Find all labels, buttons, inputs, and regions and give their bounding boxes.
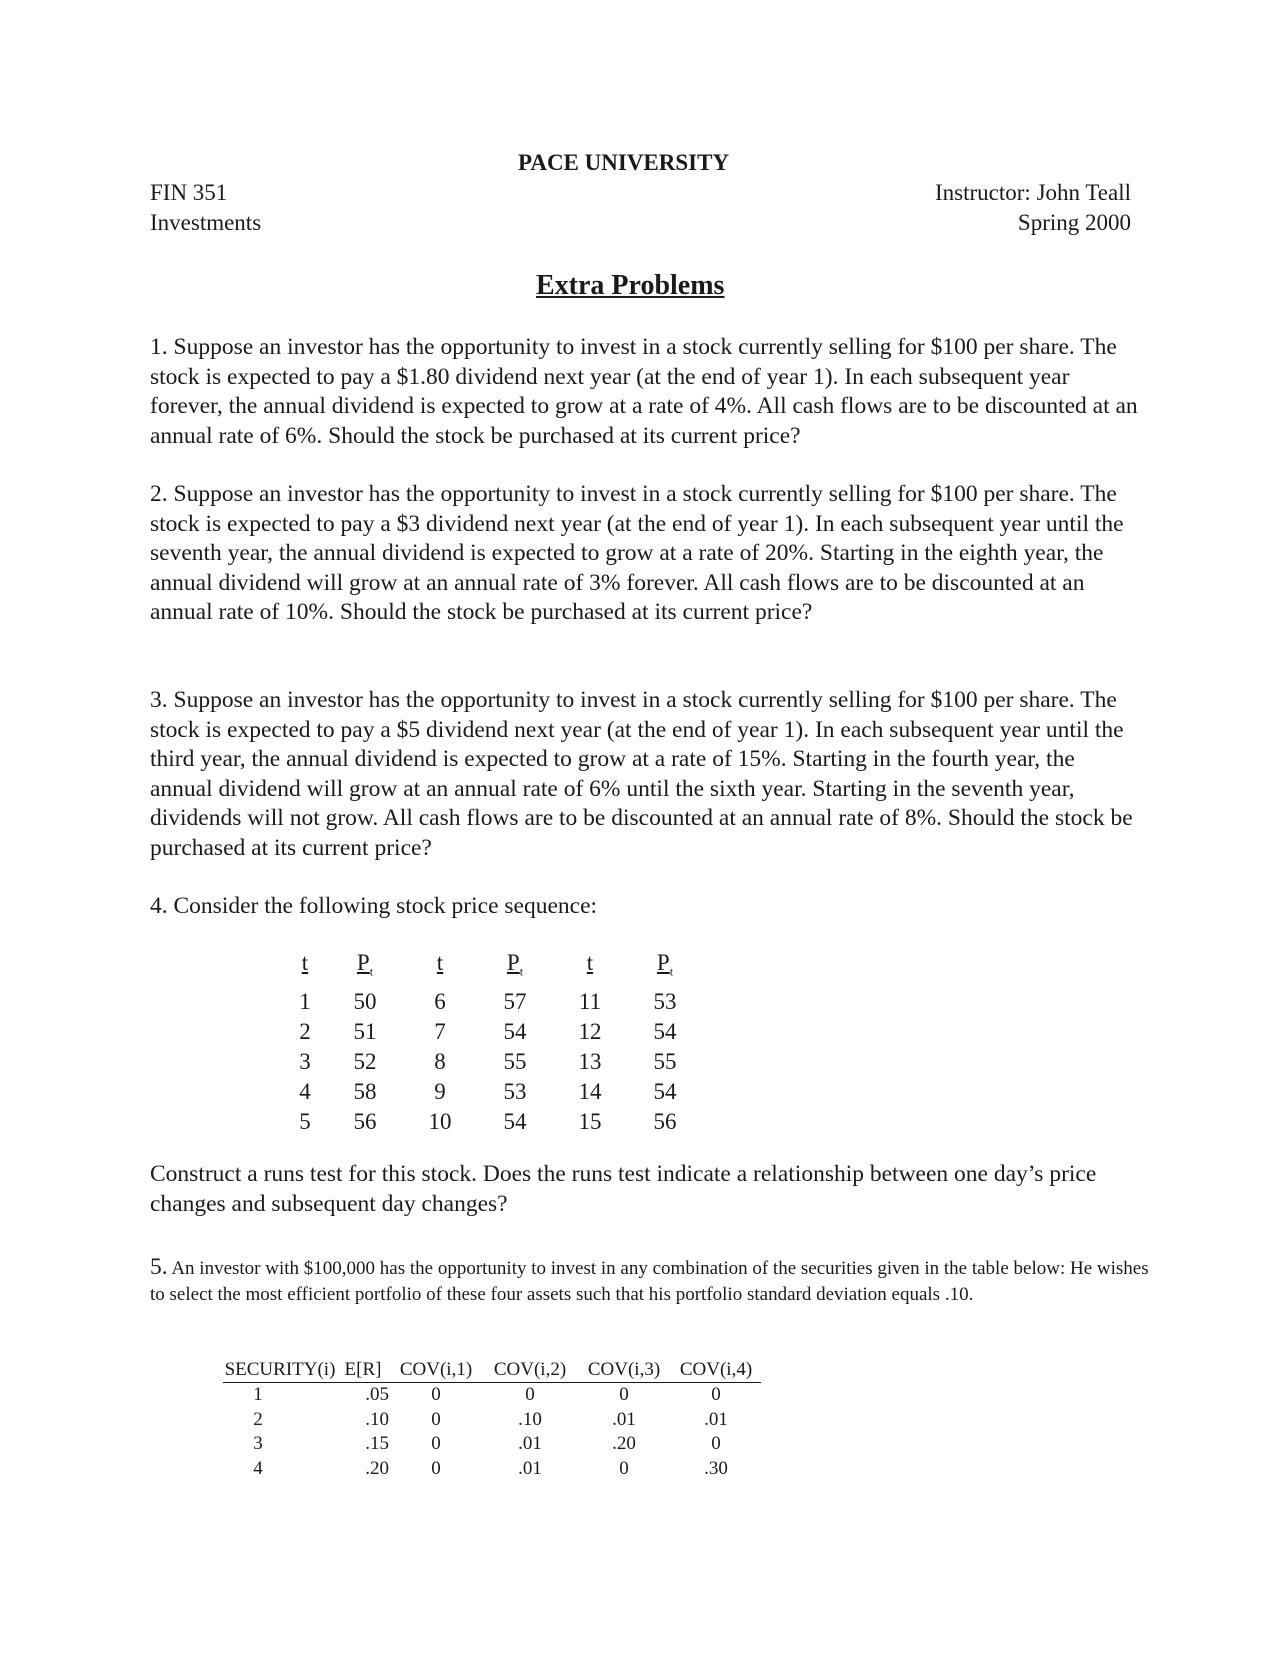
table-row (223, 1383, 761, 1408)
cell: .01 (518, 1433, 542, 1454)
course-name: Investments (150, 210, 262, 235)
cell: 55 (503, 1048, 527, 1074)
table-row (223, 1457, 761, 1482)
page-title: Extra Problems (536, 270, 725, 301)
cell: 50 (353, 988, 377, 1014)
cell: 9 (434, 1078, 446, 1104)
cell: 0 (525, 1384, 535, 1405)
cell: 1 (299, 988, 311, 1014)
cell: 15 (578, 1108, 602, 1134)
cell: 55 (653, 1048, 677, 1074)
cell: .20 (365, 1457, 389, 1479)
cell: 12 (578, 1018, 602, 1044)
cell: 58 (353, 1078, 377, 1104)
cell: 0 (431, 1433, 441, 1454)
cell: 3 (299, 1048, 311, 1074)
instructor: Instructor: John Teall (935, 180, 1131, 205)
cell: .10 (365, 1408, 389, 1430)
problem-2: 2. Suppose an investor has the opportunity to invest in a stock currently selling for $100 per share. The stock is expected to pay a $3 dividend next year (at the end of year 1). In each subsequent year until the seventh year, the annual dividend is expected to grow at a rate of 20%. Starting in the eighth year, the annual dividend will grow at an annual rate of 3% forever. All cash flows are to be discounted at an annual rate of 10%. Should the stock be purchased at its current price? (150, 481, 1124, 625)
cell: .15 (365, 1433, 389, 1454)
cell: 0 (619, 1384, 629, 1405)
cell: 0 (431, 1457, 441, 1479)
cell: 3 (253, 1433, 263, 1454)
table-row (285, 1017, 705, 1047)
term: Spring 2000 (1017, 210, 1131, 235)
cell: 10 (428, 1108, 452, 1134)
cell: .01 (704, 1408, 728, 1430)
cell: .01 (518, 1457, 542, 1479)
cell: 0 (619, 1457, 629, 1479)
price-table-header (285, 948, 705, 987)
header-cell: COV(i,2) (483, 1358, 577, 1383)
header-cell: $P_t$ (656, 950, 674, 979)
table-row (285, 1077, 705, 1107)
cell: 0 (711, 1384, 721, 1405)
header-cell: COV(i,1) (389, 1358, 483, 1383)
problem-4-intro: 4. Consider the following stock price sequence: (150, 893, 598, 919)
cell: 13 (578, 1048, 602, 1074)
cell: .05 (365, 1384, 389, 1405)
cell: 0 (711, 1433, 721, 1454)
cell: .01 (612, 1408, 636, 1430)
header-cell: SECURITY(i) (223, 1358, 337, 1383)
cell: 54 (503, 1018, 527, 1044)
problem-3: 3. Suppose an investor has the opportunity to invest in a stock currently selling for $100 per share. The stock is expected to pay a $5 dividend next year (at the end of year 1). In each subsequent year until the third year, the annual dividend is expected to grow at a rate of 15%. Starting in the fourth year, the annual dividend will grow at an annual rate of 6% until the sixth year. Starting in the seventh year, dividends will not grow. All cash flows are to be discounted at an annual rate of 8%. Should the stock be purchased at its current price? (150, 687, 1133, 861)
cell: 57 (503, 988, 527, 1014)
cell: 4 (253, 1457, 263, 1479)
cell: .30 (704, 1457, 728, 1479)
cell: 14 (578, 1078, 602, 1104)
header-cell: t (586, 950, 594, 975)
cell: 54 (653, 1078, 677, 1104)
cell: 1 (253, 1384, 263, 1405)
security-table (223, 1358, 761, 1481)
table-row (223, 1408, 761, 1433)
problem-5-text: An investor with $100,000 has the opportunity to invest in any combination of the securities given in the table below: He wishes to select the most efficient portfolio of these four assets such that his portfolio standard deviation equals .10. (150, 1258, 1149, 1305)
cell: 56 (653, 1108, 677, 1134)
cell: .20 (612, 1433, 636, 1454)
header-cell: $P_t$ (506, 950, 524, 979)
table-row (285, 1107, 705, 1137)
header-cell: E[R] (337, 1358, 389, 1383)
cell: 53 (503, 1078, 527, 1104)
cell: 0 (431, 1408, 441, 1430)
cell: 2 (299, 1018, 311, 1044)
cell: 56 (353, 1108, 377, 1134)
table-row (223, 1432, 761, 1457)
cell: .10 (518, 1408, 542, 1430)
cell: 51 (353, 1018, 377, 1044)
security-table-header (223, 1358, 761, 1383)
header-cell: COV(i,3) (577, 1358, 671, 1383)
header-cell: t (301, 950, 309, 975)
cell: 6 (434, 988, 446, 1014)
problem-5-number: 5. (150, 1254, 168, 1280)
cell: 54 (503, 1108, 527, 1134)
table-row (285, 987, 705, 1017)
header-cell: $P_t$ (356, 950, 374, 979)
header-cell: COV(i,4) (671, 1358, 761, 1383)
problem-4-question: Construct a runs test for this stock. Does the runs test indicate a relationship between one day’s price changes and subsequent day changes? (150, 1161, 1097, 1217)
course-code: FIN 351 (150, 180, 228, 205)
problem-5 (150, 1254, 1150, 1308)
stock-price-table (285, 948, 705, 1137)
table-row (285, 1047, 705, 1077)
cell: 11 (578, 988, 602, 1014)
cell: 2 (253, 1408, 263, 1430)
cell: 7 (434, 1018, 446, 1044)
cell: 0 (431, 1384, 441, 1405)
cell: 53 (653, 988, 677, 1014)
cell: 52 (353, 1048, 377, 1074)
university-name: PACE UNIVERSITY (518, 150, 730, 175)
cell: 4 (299, 1078, 311, 1104)
cell: 54 (653, 1018, 677, 1044)
cell: 5 (299, 1108, 311, 1134)
header-cell: t (436, 950, 444, 975)
problem-1: 1. Suppose an investor has the opportunity to invest in a stock currently selling for $100 per share. The stock is expected to pay a $1.80 dividend next year (at the end of year 1). In each subsequent year forever, the annual dividend is expected to grow at a rate of 4%. All cash flows are to be discounted at an annual rate of 6%. Should the stock be purchased at its current price? (150, 334, 1138, 449)
cell: 8 (434, 1048, 446, 1074)
